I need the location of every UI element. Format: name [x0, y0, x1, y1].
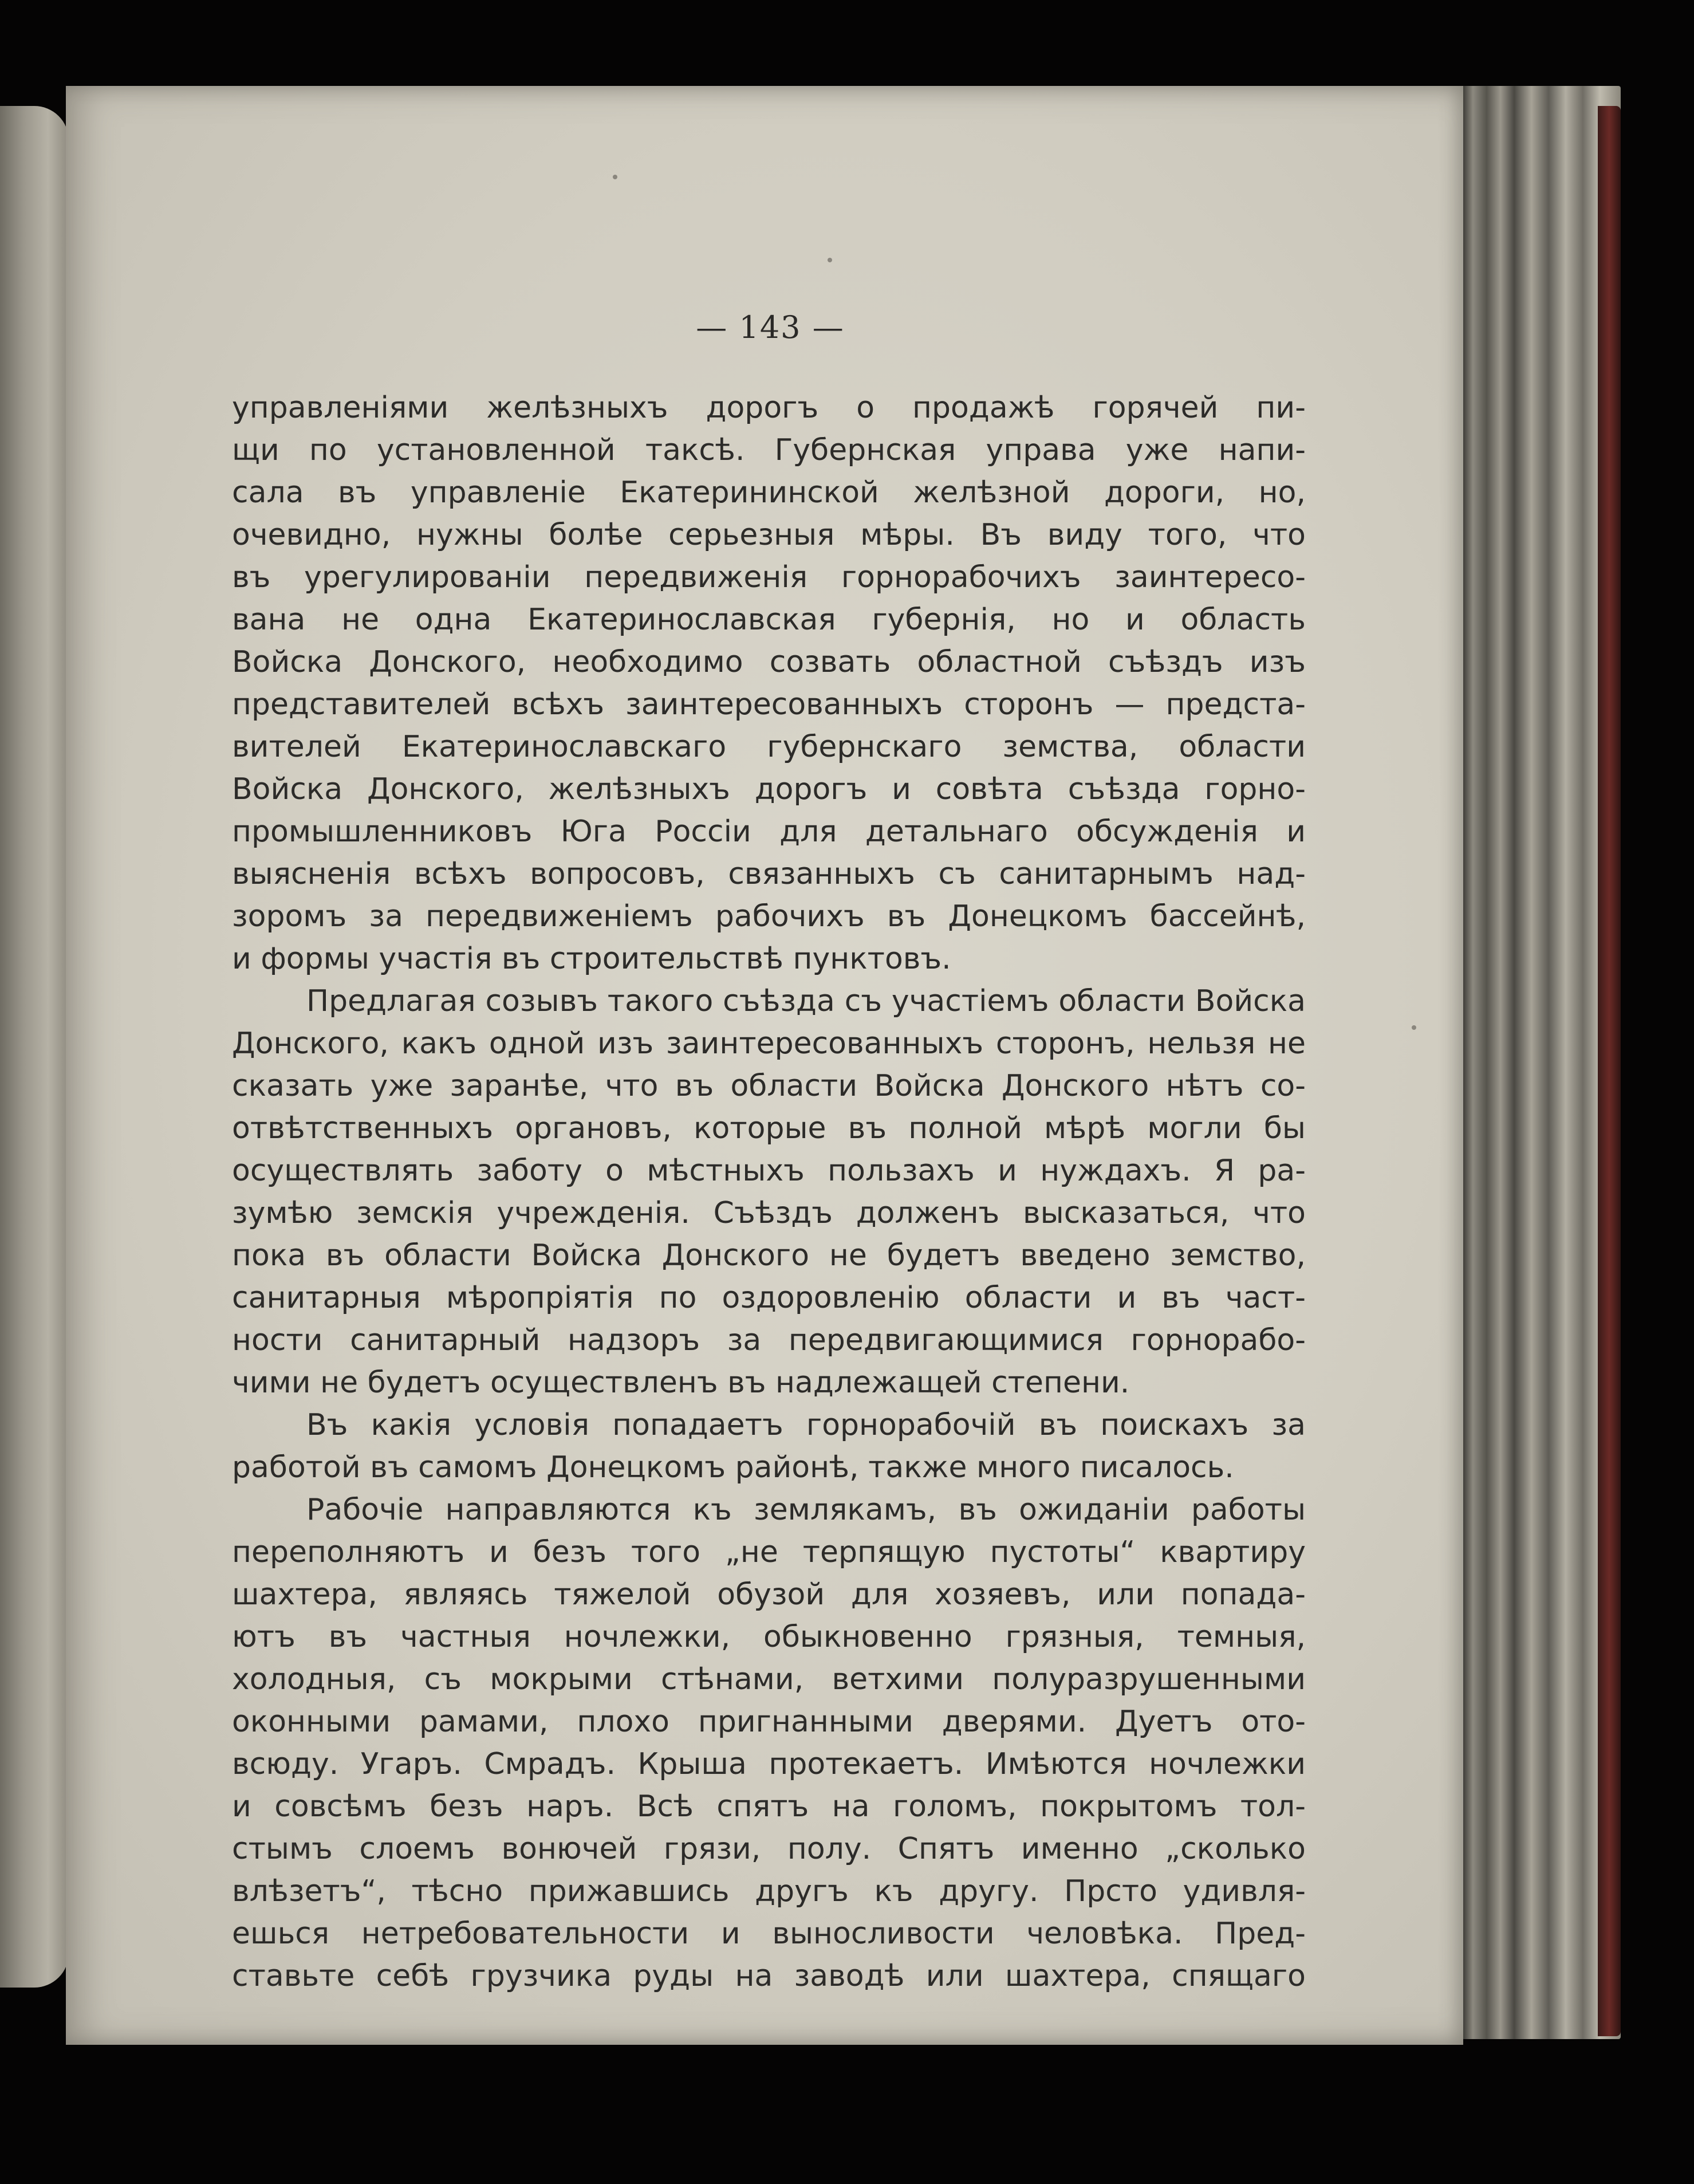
text-line: ности санитарный надзоръ за передвигающимися горнорабо-	[232, 1323, 1306, 1357]
text-line: ставьте себѣ грузчика руды на заводѣ или шахтера, спящаго	[232, 1959, 1306, 1993]
text-line: пока въ области Войска Донского не будетъ введено земство,	[232, 1238, 1306, 1273]
text-line: въ урегулированіи передвиженія горнорабочихъ заинтересо-	[232, 560, 1306, 595]
text-line: и совсѣмъ безъ наръ. Всѣ спятъ на голомъ, покрытомъ тол-	[232, 1789, 1306, 1824]
text-line: Предлагая созывъ такого съѣзда съ участіемъ области Войска	[306, 984, 1306, 1018]
text-line: сказать уже заранѣе, что въ области Войска Донского нѣтъ со-	[232, 1069, 1306, 1103]
text-line: осуществлять заботу о мѣстныхъ пользахъ и нуждахъ. Я ра-	[232, 1154, 1306, 1188]
text-line: зоромъ за передвиженіемъ рабочихъ въ Донецкомъ бассейнѣ,	[232, 899, 1306, 934]
text-line: ешься нетребовательности и выносливости человѣка. Пред-	[232, 1917, 1306, 1951]
text-line: всюду. Угаръ. Смрадъ. Крыша протекаетъ. Имѣются ночлежки	[232, 1747, 1306, 1781]
text-line: вана не одна Екатеринославская губернія, но и область	[232, 603, 1306, 637]
text-line: санитарныя мѣропріятія по оздоровленію области и въ част-	[232, 1281, 1306, 1315]
text-line: выясненія всѣхъ вопросовъ, связанныхъ съ санитарнымъ над-	[232, 857, 1306, 891]
text-line: управленіями желѣзныхъ дорогъ о продажѣ горячей пи-	[232, 391, 1306, 425]
text-line: сала въ управленіе Екатерининской желѣзной дороги, но,	[232, 475, 1306, 510]
dust-speck	[613, 175, 617, 179]
text-line: зумѣю земскія учрежденія. Съѣздъ долженъ высказаться, что	[232, 1196, 1306, 1230]
text-line: Донского, какъ одной изъ заинтересованныхъ сторонъ, нельзя не	[232, 1026, 1306, 1061]
text-line: оконными рамами, плохо пригнанными дверями. Дуетъ ото-	[232, 1705, 1306, 1739]
text-line: стымъ слоемъ вонючей грязи, полу. Спятъ именно „сколько	[232, 1832, 1306, 1866]
text-line: Въ какія условія попадаетъ горнорабочій въ поискахъ за	[306, 1408, 1306, 1442]
dust-speck	[828, 258, 832, 262]
book-page	[66, 86, 1463, 2045]
text-line: щи по установленной таксѣ. Губернская управа уже напи-	[232, 433, 1306, 467]
text-line: холодныя, съ мокрыми стѣнами, ветхими полуразрушенными	[232, 1662, 1306, 1697]
page-number: — 143 —	[696, 309, 845, 345]
text-line: Войска Донского, желѣзныхъ дорогъ и совѣта съѣзда горно-	[232, 772, 1306, 806]
text-line: вителей Екатеринославскаго губернскаго земства, области	[232, 730, 1306, 764]
text-line: очевидно, нужны болѣе серьезныя мѣры. Въ виду того, что	[232, 518, 1306, 552]
text-line: влѣзетъ“, тѣсно прижавшись другъ къ другу. Прсто удивля-	[232, 1874, 1306, 1908]
text-line: работой въ самомъ Донецкомъ районѣ, также много писалось.	[232, 1450, 1234, 1485]
text-line: и формы участія въ строительствѣ пунктовъ.	[232, 942, 951, 976]
previous-page-edge	[0, 106, 69, 1988]
text-line: отвѣтственныхъ органовъ, которые въ полной мѣрѣ могли бы	[232, 1111, 1306, 1146]
page-stack-edge	[1449, 86, 1621, 2039]
text-line: ютъ въ частныя ночлежки, обыкновенно грязныя, темныя,	[232, 1620, 1306, 1654]
text-line: промышленниковъ Юга Россіи для детальнаго обсужденія и	[232, 814, 1306, 849]
dust-speck	[1412, 1025, 1416, 1030]
text-line: представителей всѣхъ заинтересованныхъ сторонъ — предста-	[232, 687, 1306, 722]
text-line: переполняютъ и безъ того „не терпящую пустоты“ квартиру	[232, 1535, 1306, 1569]
book-cover-edge	[1598, 106, 1621, 2036]
page-text	[232, 387, 1306, 1997]
text-line: чими не будетъ осуществленъ въ надлежащей степени.	[232, 1366, 1130, 1400]
text-line: Рабочіе направляются къ землякамъ, въ ожиданіи работы	[306, 1493, 1306, 1527]
text-line: Войска Донского, необходимо созвать областной съѣздъ изъ	[232, 645, 1306, 679]
text-line: шахтера, являясь тяжелой обузой для хозяевъ, или попада-	[232, 1577, 1306, 1612]
